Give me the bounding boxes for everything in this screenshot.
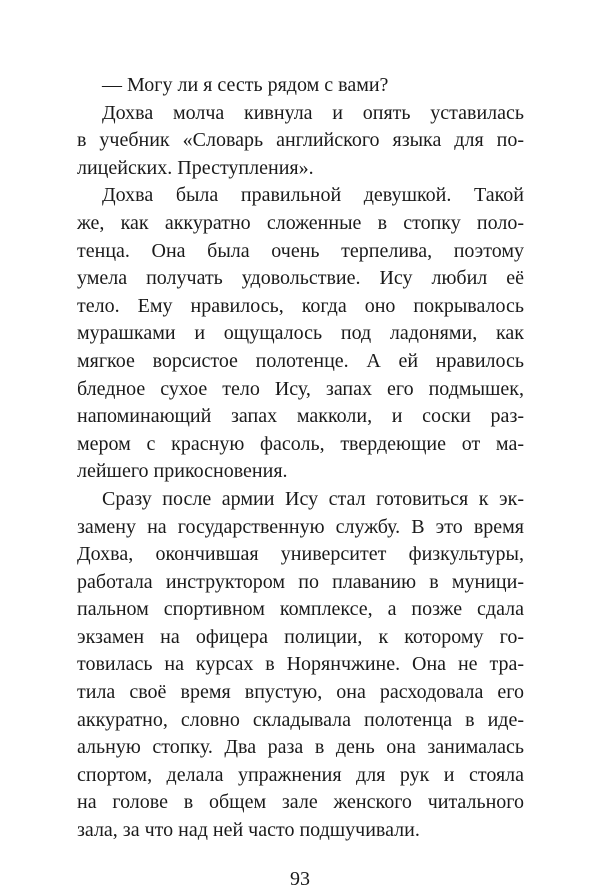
text-line: альную стопку. Два раза в день она занималась (77, 736, 524, 759)
text-line: спортом, делала упражнения для рук и стояла (77, 763, 524, 786)
text-line: умела получать удовольствие. Ису любил её (77, 267, 524, 290)
text-line: на голове в общем зале женского читального (77, 791, 524, 814)
text-line: Дохва, окончившая университет физкультуры, (77, 543, 524, 566)
text-line: товилась на курсах в Норянчжине. Она не тра- (77, 653, 524, 676)
text-line: замену на государственную службу. В это время (77, 515, 524, 538)
text-line: в учебник «Словарь английского языка для по- (77, 129, 524, 152)
text-line: тело. Ему нравилось, когда оно покрывалось (77, 294, 524, 317)
text-line: тила своё время впустую, она расходовала его (77, 681, 524, 704)
text-line: мурашками и ощущалось под ладонями, как (77, 322, 524, 345)
text-line: же, как аккуратно сложенные в стопку поло- (77, 211, 524, 234)
text-line: — Могу ли я сесть рядом с вами? (102, 74, 389, 96)
text-line: лицейских. Преступления». (77, 156, 314, 179)
text-line: мягкое ворсистое полотенце. А ей нравилось (77, 349, 524, 372)
text-line: Сразу после армии Ису стал готовиться к эк- (102, 487, 524, 510)
text-line: пальном спортивном комплексе, а позже сдала (77, 598, 524, 621)
text-line: Дохва молча кивнула и опять уставилась (102, 101, 524, 124)
text-line: напоминающий запах макколи, и соски раз- (77, 405, 524, 428)
body-text (77, 72, 524, 845)
paragraph (77, 100, 524, 183)
text-line: бледное сухое тело Ису, запах его подмышек, (77, 377, 524, 400)
text-line: экзамен на офицера полиции, к которому го- (77, 625, 524, 648)
text-line: аккуратно, словно складывала полотенца в иде- (77, 708, 524, 731)
paragraph (77, 72, 524, 100)
text-line: Дохва была правильной девушкой. Такой (102, 184, 524, 207)
page-number: 93 (290, 867, 310, 890)
text-line: мером с красную фасоль, твердеющие от ма- (77, 432, 524, 455)
text-line: тенца. Она была очень терпелива, поэтому (77, 239, 524, 262)
text-line: лейшего прикосновения. (77, 460, 288, 483)
paragraph (77, 182, 524, 486)
text-line: зала, за что над ней часто подшучивали. (77, 819, 420, 842)
text-line: работала инструктором по плаванию в муници- (77, 570, 524, 593)
paragraph (77, 486, 524, 845)
